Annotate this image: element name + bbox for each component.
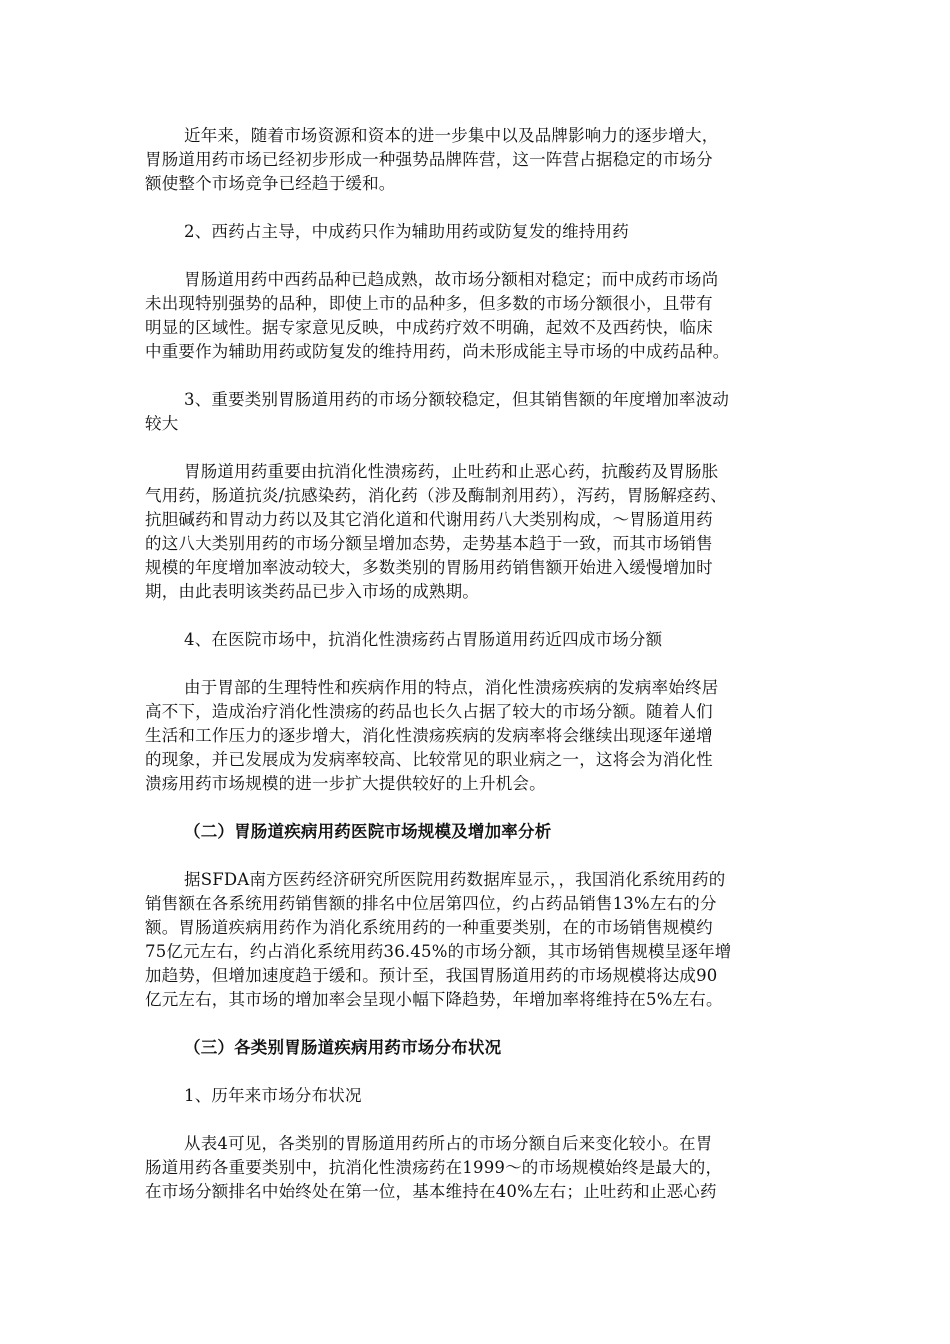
paragraph: [145, 1132, 815, 1204]
paragraph-line: 75亿元左右，约占消化系统用药36.45%的市场分额，其市场销售规模呈逐年增: [145, 942, 732, 961]
paragraph-line: 肠道用药各重要类别中，抗消化性溃疡药在1999～的市场规模始终是最大的，: [145, 1158, 723, 1177]
paragraph: [145, 268, 815, 364]
paragraph: [145, 460, 815, 604]
paragraph-line: 明显的区域性。据专家意见反映，中成药疗效不明确，起效不及西药快，临床: [145, 318, 713, 337]
subheading: [145, 220, 815, 244]
subheading: [145, 628, 815, 652]
paragraph-line: 从表4可见，各类别的胃肠道用药所占的市场分额自后来变化较小。在胃: [184, 1134, 713, 1153]
document-body: [145, 124, 815, 1228]
paragraph-line: 额使整个市场竞争已经趋于缓和。: [145, 174, 396, 193]
paragraph-line: 的现象，并已发展成为发病率较高、比较常见的职业病之一，这将会为消化性: [145, 750, 713, 769]
paragraph: [145, 676, 815, 796]
paragraph-line: 生活和工作压力的逐步增大，消化性溃疡疾病的发病率将会继续出现逐年递增: [145, 726, 713, 745]
paragraph-line: 在市场分额排名中始终处在第一位，基本维持在40%左右；止吐药和止恶心药: [145, 1182, 717, 1201]
paragraph-line: 亿元左右，其市场的增加率会呈现小幅下降趋势，年增加率将维持在5%左右。: [145, 990, 723, 1009]
paragraph-line: 抗胆碱药和胃动力药以及其它消化道和代谢用药八大类别构成，～胃肠道用药: [145, 510, 713, 529]
section-heading-line: （二）胃肠道疾病用药医院市场规模及增加率分析: [184, 822, 552, 841]
paragraph-line: 额。胃肠道疾病用药作为消化系统用药的一种重要类别，在的市场销售规模约: [145, 918, 713, 937]
subheading-line: 2、西药占主导，中成药只作为辅助用药或防复发的维持用药: [184, 222, 629, 241]
subheading-line: 3、重要类别胃肠道用药的市场分额较稳定，但其销售额的年度增加率波动: [184, 390, 730, 409]
subheading-line: 较大: [145, 414, 179, 433]
paragraph-line: 销售额在各系统用药销售额的排名中位居第四位，约占药品销售13%左右的分: [145, 894, 717, 913]
subheading: [145, 388, 815, 436]
paragraph-line: 由于胃部的生理特性和疾病作用的特点，消化性溃疡疾病的发病率始终居: [184, 678, 719, 697]
subheading-line: 1、历年来市场分布状况: [184, 1086, 362, 1105]
paragraph-line: 气用药，肠道抗炎/抗感染药，消化药（涉及酶制剂用药），泻药，胃肠解痉药、: [145, 486, 728, 505]
subheading: [145, 1084, 815, 1108]
paragraph-line: 溃疡用药市场规模的进一步扩大提供较好的上升机会。: [145, 774, 546, 793]
paragraph-line: 胃肠道用药重要由抗消化性溃疡药，止吐药和止恶心药，抗酸药及胃肠胀: [184, 462, 719, 481]
paragraph-line: 高不下，造成治疗消化性溃疡的药品也长久占据了较大的市场分额。随着人们: [145, 702, 713, 721]
subheading-line: 4、在医院市场中，抗消化性溃疡药占胃肠道用药近四成市场分额: [184, 630, 663, 649]
paragraph-line: 期，由此表明该类药品已步入市场的成熟期。: [145, 582, 479, 601]
paragraph-line: 胃肠道用药中西药品种已趋成熟，故市场分额相对稳定；而中成药市场尚: [184, 270, 719, 289]
paragraph-line: 的这八大类别用药的市场分额呈增加态势，走势基本趋于一致，而其市场销售: [145, 534, 713, 553]
paragraph-line: 胃肠道用药市场已经初步形成一种强势品牌阵营，这一阵营占据稳定的市场分: [145, 150, 713, 169]
paragraph-line: 加趋势，但增加速度趋于缓和。预计至，我国胃肠道用药的市场规模将达成90: [145, 966, 718, 985]
paragraph-line: 据SFDA南方医药经济研究所医院用药数据库显示，，我国消化系统用药的: [184, 870, 726, 889]
paragraph-line: 未出现特别强势的品种，即使上市的品种多，但多数的市场分额很小，且带有: [145, 294, 713, 313]
paragraph-line: 规模的年度增加率波动较大，多数类别的胃肠用药销售额开始进入缓慢增加时: [145, 558, 713, 577]
paragraph: [145, 868, 815, 1012]
section-heading: [145, 1036, 815, 1060]
paragraph-line: 中重要作为辅助用药或防复发的维持用药，尚未形成能主导市场的中成药品种。: [145, 342, 730, 361]
paragraph: [145, 124, 815, 196]
paragraph-line: 近年来，随着市场资源和资本的进一步集中以及品牌影响力的逐步增大，: [184, 126, 719, 145]
section-heading-line: （三）各类别胃肠道疾病用药市场分布状况: [184, 1038, 502, 1057]
section-heading: [145, 820, 815, 844]
